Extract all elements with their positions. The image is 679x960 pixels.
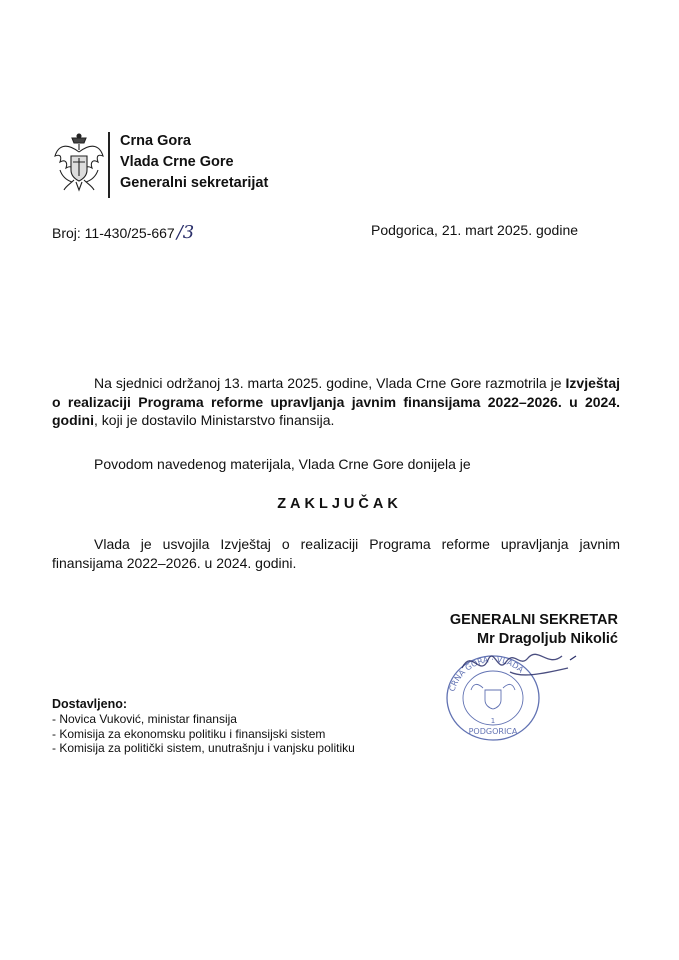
reference-number-text: Broj: 11-430/25-667 [52, 225, 175, 241]
conclusion-heading: ZAKLJUČAK [277, 496, 402, 512]
stamp-top-text: CRNA GORA · VLADA [447, 654, 526, 693]
stamp-number: 1 [490, 717, 496, 725]
issuer-government: Vlada Crne Gore [120, 154, 234, 170]
distribution-item: - Komisija za ekonomsku politiku i finansijski sistem [52, 726, 326, 741]
signatory-title: GENERALNI SEKRETAR [449, 612, 618, 628]
paragraph-conclusion [52, 535, 620, 572]
handwritten-suffix: /3 [176, 222, 195, 243]
stamp-emblem-icon [471, 684, 515, 709]
paragraph-decision-intro: Povodom navedenog materijala, Vlada Crne Gore donijela je [94, 456, 471, 472]
conclusion-text: Vlada je usvojila Izvještaj o realizaciji Programa reforme upravljanja javnim finansijama 2022–2026. u 2024. godini. [52, 536, 620, 571]
handwritten-signature [458, 638, 588, 688]
issuer-country: Crna Gora [120, 133, 191, 149]
stamp-bottom-text: PODGORICA [468, 727, 518, 736]
distribution-list [52, 712, 355, 756]
place-and-date: Podgorica, 21. mart 2025. godine [371, 222, 579, 238]
distribution-item: - Novica Vuković, ministar finansija [52, 712, 237, 726]
distribution-title: Dostavljeno: [52, 697, 128, 711]
issuer-department: Generalni sekretarijat [120, 175, 269, 191]
header-divider [108, 132, 110, 198]
reference-number [52, 222, 194, 243]
coat-of-arms-icon [52, 132, 106, 196]
report-title: Izvještaj o realizaciji Programa reforme upravljanja javnim finansijama 2022–2026. u 2024. godini [52, 375, 620, 428]
distribution-item: - Komisija za politički sistem, unutrašnju i vanjsku politiku [52, 741, 355, 755]
paragraph1-start: Na sjednici održanoj 13. marta 2025. godine, Vlada Crne Gore razmotrila je [94, 375, 566, 391]
paragraph-session [52, 374, 620, 430]
issuer-header [120, 131, 268, 194]
signatory-name: Mr Dragoljub Nikolić [477, 631, 618, 647]
paragraph1-end: , koji je dostavilo Ministarstvo finansija. [94, 412, 335, 428]
